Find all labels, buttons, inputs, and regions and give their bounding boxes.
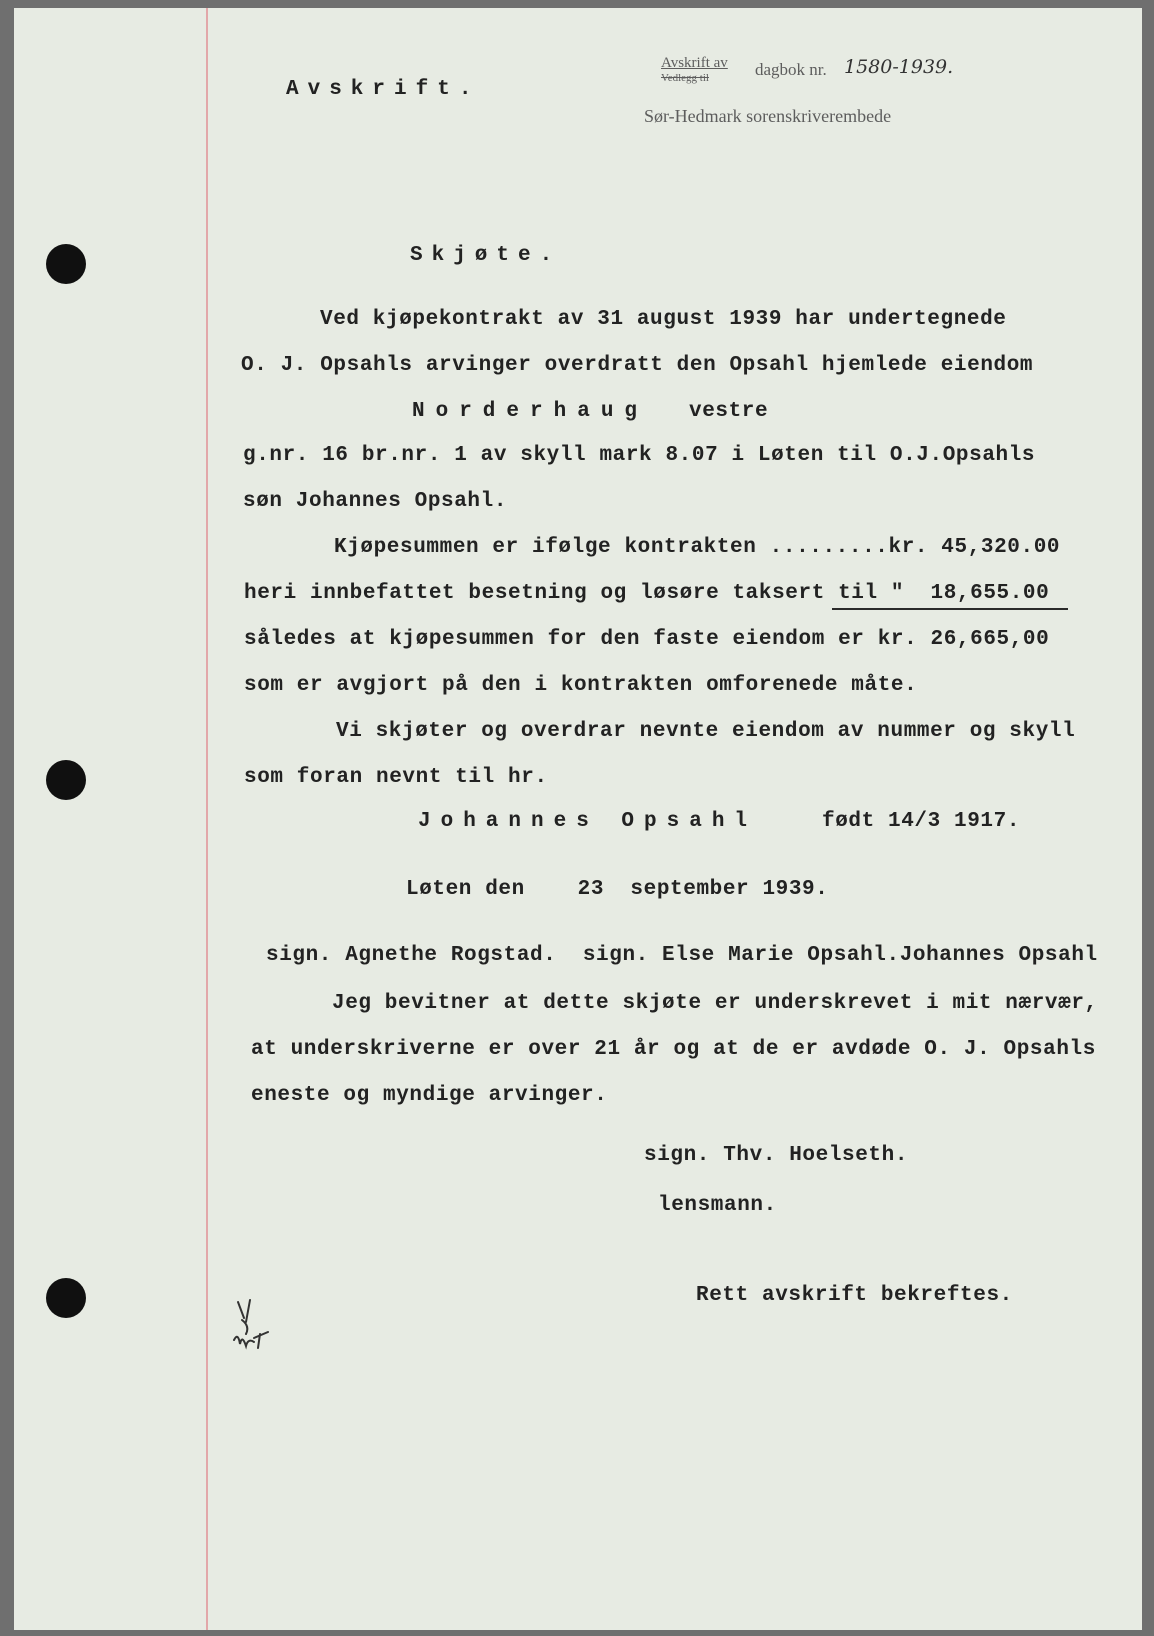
witness-line-1: Jeg bevitner at dette skjøte er underskrevet i mit nærvær, [332,992,1098,1015]
stamp-label: Avskrift av [661,55,728,71]
paragraph-1-line-5: søn Johannes Opsahl. [243,490,508,513]
witness-line-2: at underskriverne er over 21 år og at de er avdøde O. J. Opsahls [251,1038,1096,1061]
signatures-line: sign. Agnethe Rogstad. sign. Else Marie Opsahl.Johannes Opsahl [266,944,1098,967]
punch-hole-middle [46,760,86,800]
property-suffix: vestre [689,400,769,423]
paragraph-3-line-2: som foran nevnt til hr. [244,766,548,789]
underlined-amount: til " 18,655.00 [838,582,1050,605]
witness-title: lensmann. [658,1194,777,1217]
certification-line: Rett avskrift bekreftes. [696,1284,1013,1307]
margin-rule [206,8,208,1630]
paragraph-2-line-4: som er avgjort på den i kontrakten omforenede måte. [244,674,918,697]
document-title: Avskrift. [286,78,481,101]
stamp-office: Sør-Hedmark sorenskriverembede [644,106,892,126]
document-page [14,8,1142,1630]
witness-signature: sign. Thv. Hoelseth. [644,1144,909,1167]
paragraph-2-line-2-text: heri innbefattet besetning og løsøre taksert [244,582,839,605]
buyer-name: Johannes Opsahl [418,810,758,833]
punch-hole-bottom [46,1278,86,1318]
deed-heading: Skjøte. [410,244,562,267]
property-name: Norderhaug [412,400,649,423]
handwritten-initials [220,1296,290,1366]
place-and-date: Løten den 23 september 1939. [406,878,829,901]
stamp-struck-label: Vedlegg til [661,72,709,84]
witness-line-3: eneste og myndige arvinger. [251,1084,608,1107]
amount-underline [832,608,1068,610]
buyer-birth: født 14/3 1917. [822,810,1021,833]
paragraph-1-line-2: O. J. Opsahls arvinger overdratt den Opsahl hjemlede eiendom [241,354,1034,377]
paragraph-2-line-2 [244,582,1049,605]
stamp-dagbok-label: dagbok nr. [755,60,827,79]
dagbok-number: 1580-1939. [844,56,954,78]
paragraph-2-line-3: således at kjøpesummen for den faste eiendom er kr. 26,665,00 [244,628,1050,651]
paragraph-1-line-4: g.nr. 16 br.nr. 1 av skyll mark 8.07 i Løten til O.J.Opsahls [243,444,1036,467]
paragraph-2-line-1: Kjøpesummen er ifølge kontrakten .........kr. 45,320.00 [334,536,1061,559]
punch-hole-top [46,244,86,284]
paragraph-3-line-1: Vi skjøter og overdrar nevnte eiendom av nummer og skyll [336,720,1076,743]
paragraph-1-line-1: Ved kjøpekontrakt av 31 august 1939 har undertegnede [320,308,1007,331]
